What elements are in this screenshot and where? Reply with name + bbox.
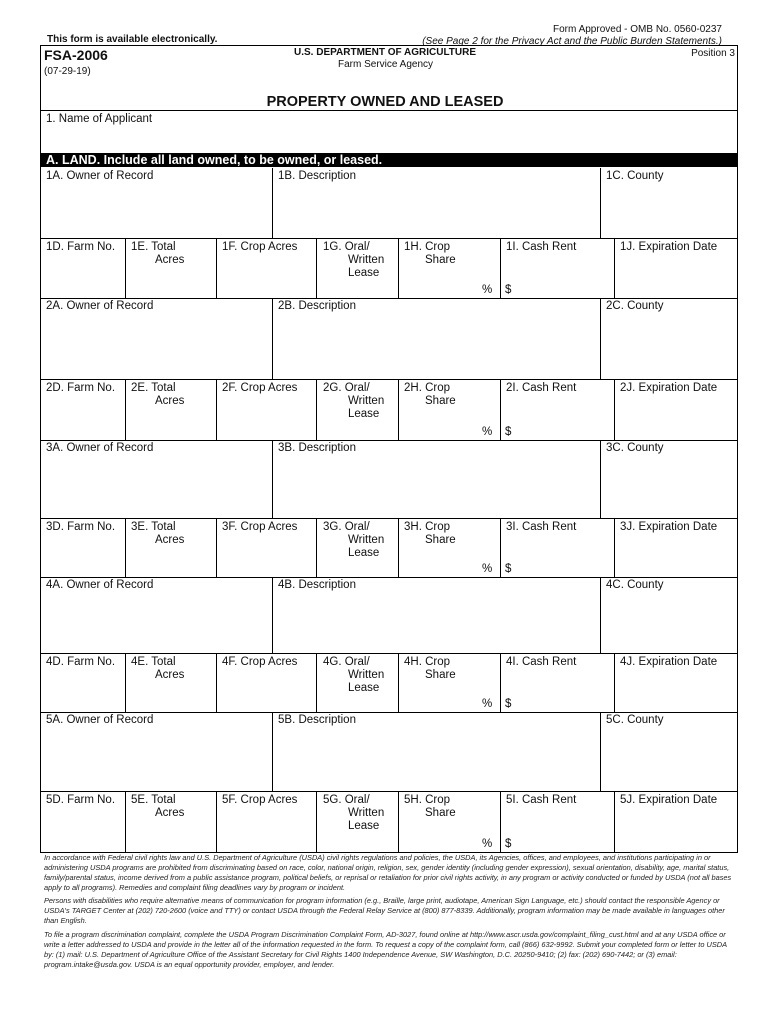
farm-no-label: 3D. Farm No. <box>46 521 116 533</box>
row-rule <box>40 577 738 578</box>
expiration-date-label: 4J. Expiration Date <box>620 656 718 668</box>
crop-acres-label: 4F. Crop Acres <box>222 656 298 668</box>
availability-note: This form is available electronically. <box>47 34 218 45</box>
description-label: 3B. Description <box>278 442 356 454</box>
description-label: 2B. Description <box>278 300 356 312</box>
crop-share-label-line2: Share <box>425 669 456 681</box>
crop-acres-label: 5F. Crop Acres <box>222 794 298 806</box>
complaint-statement: To file a program discrimination complaint, complete the USDA Program Discrimination Complaint Form, AD-3027, found online at http://www.ascr.usda.gov/complaint_filing_cust.html and at any USDA office or write a letter addressed to USDA and provide in the letter all of the information requested in the form. To request a copy of the complaint form, call (866) 632-9992. Submit your completed form or letter to USDA by: (1) mail: U.S. Department of Agriculture Office of the Assistant Secretary for Civil Rights 1400 Independence Avenue, SW Washington, D.C. 20250-9410; (2) fax: (202) 690-7442; or (3) email: program.intake@usda.gov. USDA is an equal opportunity provider, employer, and lender. <box>44 930 727 969</box>
crop-share-label: 3H. Crop <box>404 521 451 533</box>
farm-no-label: 4D. Farm No. <box>46 656 116 668</box>
cash-rent-label: 3I. Cash Rent <box>506 521 577 533</box>
column-divider <box>398 791 399 852</box>
percent-sign: % <box>482 838 493 850</box>
total-acres-label-line2: Acres <box>155 395 185 407</box>
column-divider <box>614 791 615 852</box>
owner-of-record-label: 3A. Owner of Record <box>46 442 154 454</box>
oral-written-lease-label-line2: Written <box>348 807 385 819</box>
expiration-date-input[interactable] <box>618 399 734 438</box>
column-divider <box>500 653 501 712</box>
oral-written-lease-label: 3G. Oral/ <box>323 521 370 533</box>
column-divider <box>216 518 217 577</box>
cash-rent-label: 1I. Cash Rent <box>506 241 577 253</box>
expiration-date-input[interactable] <box>618 811 734 850</box>
row-rule <box>40 653 738 654</box>
oral-written-lease-label-line3: Lease <box>348 820 380 832</box>
crop-acres-input[interactable] <box>220 811 314 850</box>
oral-written-lease-label: 1G. Oral/ <box>323 241 370 253</box>
dollar-sign: $ <box>505 284 512 296</box>
crop-acres-label: 3F. Crop Acres <box>222 521 298 533</box>
header-rule <box>40 45 738 46</box>
farm-no-input[interactable] <box>44 673 123 710</box>
dollar-sign: $ <box>505 426 512 438</box>
applicant-label: 1. Name of Applicant <box>46 113 153 125</box>
oral-written-lease-label: 4G. Oral/ <box>323 656 370 668</box>
privacy-note: (See Page 2 for the Privacy Act and the Public Burden Statements.) <box>422 36 722 47</box>
owner-of-record-input[interactable] <box>44 314 270 377</box>
column-divider <box>216 238 217 298</box>
column-divider <box>500 238 501 298</box>
farm-no-input[interactable] <box>44 811 123 850</box>
column-divider <box>125 518 126 577</box>
column-divider <box>272 712 273 791</box>
crop-acres-label: 2F. Crop Acres <box>222 382 298 394</box>
expiration-date-label: 1J. Expiration Date <box>620 241 718 253</box>
column-divider <box>316 379 317 440</box>
oral-written-lease-label-line2: Written <box>348 395 385 407</box>
expiration-date-input[interactable] <box>618 258 734 296</box>
description-input[interactable] <box>276 184 598 236</box>
column-divider <box>316 653 317 712</box>
department: U.S. DEPARTMENT OF AGRICULTURE <box>294 47 477 58</box>
description-input[interactable] <box>276 456 598 516</box>
section-a-header: A. LAND. Include all land owned, to be owned, or leased. <box>40 153 738 167</box>
total-acres-input[interactable] <box>129 270 214 296</box>
oral-written-lease-input[interactable] <box>320 423 396 438</box>
expiration-date-label: 5J. Expiration Date <box>620 794 718 806</box>
crop-share-label-line2: Share <box>425 807 456 819</box>
total-acres-input[interactable] <box>129 411 214 438</box>
farm-no-label: 2D. Farm No. <box>46 382 116 394</box>
column-divider <box>500 518 501 577</box>
county-label: 1C. County <box>606 170 664 182</box>
total-acres-label: 5E. Total <box>131 794 176 806</box>
column-divider <box>398 518 399 577</box>
dollar-sign: $ <box>505 563 512 575</box>
column-divider <box>600 712 601 791</box>
description-label: 4B. Description <box>278 579 356 591</box>
title-rule <box>40 110 738 111</box>
county-input[interactable] <box>604 314 734 377</box>
owner-of-record-input[interactable] <box>44 728 270 789</box>
crop-share-label: 4H. Crop <box>404 656 451 668</box>
crop-acres-input[interactable] <box>220 258 314 296</box>
expiration-date-input[interactable] <box>618 538 734 575</box>
owner-of-record-input[interactable] <box>44 184 270 236</box>
column-divider <box>600 577 601 653</box>
oral-written-lease-label-line3: Lease <box>348 267 380 279</box>
total-acres-label: 3E. Total <box>131 521 176 533</box>
owner-of-record-label: 4A. Owner of Record <box>46 579 154 591</box>
column-divider <box>600 440 601 518</box>
cash-rent-label: 2I. Cash Rent <box>506 382 577 394</box>
percent-sign: % <box>482 284 493 296</box>
oral-written-lease-label-line2: Written <box>348 534 385 546</box>
oral-written-lease-input[interactable] <box>320 282 396 296</box>
county-input[interactable] <box>604 593 734 651</box>
column-divider <box>614 518 615 577</box>
crop-acres-input[interactable] <box>220 538 314 575</box>
total-acres-label-line2: Acres <box>155 807 185 819</box>
row-rule <box>40 518 738 519</box>
crop-share-label-line2: Share <box>425 534 456 546</box>
total-acres-label-line2: Acres <box>155 669 185 681</box>
total-acres-input[interactable] <box>129 685 214 710</box>
crop-share-label-line2: Share <box>425 395 456 407</box>
county-label: 3C. County <box>606 442 664 454</box>
crop-share-input[interactable] <box>402 550 478 575</box>
column-divider <box>216 791 217 852</box>
dollar-sign: $ <box>505 698 512 710</box>
column-divider <box>272 577 273 653</box>
cash-rent-input[interactable] <box>518 811 612 850</box>
total-acres-label-line2: Acres <box>155 534 185 546</box>
column-divider <box>125 653 126 712</box>
column-divider <box>316 791 317 852</box>
owner-of-record-label: 1A. Owner of Record <box>46 170 154 182</box>
oral-written-lease-label-line2: Written <box>348 254 385 266</box>
column-divider <box>398 653 399 712</box>
farm-no-label: 5D. Farm No. <box>46 794 116 806</box>
civil-rights-statement: In accordance with Federal civil rights law and U.S. Department of Agriculture (USDA) civil rights regulations and policies, the USDA, its Agencies, offices, and employees, and institutions participating in or administering USDA programs are prohibited from discriminating based on race, color, national origin, religion, sex, gender identity (including gender expression), sexual orientation, disability, age, marital status, family/parental status, income derived from a public assistance program, political beliefs, or reprisal or retaliation for prior civil rights activity, in any program or activity conducted or funded by USDA (not all bases apply to all programs). Remedies and complaint filing deadlines vary by program or incident. <box>44 853 732 892</box>
column-divider <box>500 379 501 440</box>
description-label: 5B. Description <box>278 714 356 726</box>
total-acres-label: 2E. Total <box>131 382 176 394</box>
county-input[interactable] <box>604 728 734 789</box>
cash-rent-label: 4I. Cash Rent <box>506 656 577 668</box>
owner-of-record-input[interactable] <box>44 456 270 516</box>
crop-acres-input[interactable] <box>220 673 314 710</box>
county-label: 5C. County <box>606 714 664 726</box>
applicant-input[interactable] <box>46 128 726 150</box>
form-id: FSA-2006 <box>44 47 108 63</box>
row-rule <box>40 238 738 239</box>
column-divider <box>272 440 273 518</box>
column-divider <box>316 518 317 577</box>
column-divider <box>216 653 217 712</box>
county-label: 2C. County <box>606 300 664 312</box>
column-divider <box>125 791 126 852</box>
column-divider <box>272 298 273 379</box>
column-divider <box>614 238 615 298</box>
county-input[interactable] <box>604 456 734 516</box>
farm-no-label: 1D. Farm No. <box>46 241 116 253</box>
row-rule <box>40 379 738 380</box>
column-divider <box>216 379 217 440</box>
crop-share-input[interactable] <box>402 685 478 710</box>
oral-written-lease-label-line3: Lease <box>348 408 380 420</box>
column-divider <box>316 238 317 298</box>
crop-acres-input[interactable] <box>220 399 314 438</box>
owner-of-record-label: 2A. Owner of Record <box>46 300 154 312</box>
column-divider <box>125 238 126 298</box>
expiration-date-input[interactable] <box>618 673 734 710</box>
expiration-date-label: 2J. Expiration Date <box>620 382 718 394</box>
position-label: Position 3 <box>691 48 735 59</box>
cash-rent-input[interactable] <box>518 673 612 710</box>
total-acres-label-line2: Acres <box>155 254 185 266</box>
total-acres-label: 1E. Total <box>131 241 176 253</box>
total-acres-input[interactable] <box>129 823 214 850</box>
cash-rent-input[interactable] <box>518 538 612 575</box>
crop-share-label: 5H. Crop <box>404 794 451 806</box>
farm-no-input[interactable] <box>44 258 123 296</box>
row-rule <box>40 298 738 299</box>
description-input[interactable] <box>276 593 598 651</box>
cash-rent-input[interactable] <box>518 258 612 296</box>
description-label: 1B. Description <box>278 170 356 182</box>
crop-share-label: 1H. Crop <box>404 241 451 253</box>
farm-no-input[interactable] <box>44 538 123 575</box>
oral-written-lease-input[interactable] <box>320 835 396 850</box>
percent-sign: % <box>482 563 493 575</box>
farm-no-input[interactable] <box>44 399 123 438</box>
crop-share-label: 2H. Crop <box>404 382 451 394</box>
crop-share-input[interactable] <box>402 823 478 850</box>
crop-share-label-line2: Share <box>425 254 456 266</box>
column-divider <box>600 168 601 238</box>
column-divider <box>600 298 601 379</box>
oral-written-lease-input[interactable] <box>320 562 396 575</box>
total-acres-input[interactable] <box>129 550 214 575</box>
description-input[interactable] <box>276 728 598 789</box>
agency: Farm Service Agency <box>338 59 434 70</box>
cash-rent-label: 5I. Cash Rent <box>506 794 577 806</box>
row-rule <box>40 791 738 792</box>
percent-sign: % <box>482 698 493 710</box>
dollar-sign: $ <box>505 838 512 850</box>
column-divider <box>125 379 126 440</box>
disability-statement: Persons with disabilities who require alternative means of communication for program information (e.g., Braille, large print, audiotape, American Sign Language, etc.) should contact the responsible Agency or USDA's TARGET Center at (202) 720-2600 (voice and TTY) or contact USDA through the Federal Relay Service at (800) 877-8339. Additionally, program information may be made available in languages other than English. <box>44 896 725 925</box>
crop-share-input[interactable] <box>402 270 478 296</box>
oral-written-lease-label-line2: Written <box>348 669 385 681</box>
oral-written-lease-label-line3: Lease <box>348 682 380 694</box>
percent-sign: % <box>482 426 493 438</box>
form-title: PROPERTY OWNED AND LEASED <box>266 94 504 110</box>
column-divider <box>398 379 399 440</box>
form-date: (07-29-19) <box>44 66 91 77</box>
column-divider <box>614 379 615 440</box>
description-input[interactable] <box>276 314 598 377</box>
oral-written-lease-label-line3: Lease <box>348 547 380 559</box>
cash-rent-input[interactable] <box>518 399 612 438</box>
owner-of-record-input[interactable] <box>44 593 270 651</box>
oral-written-lease-input[interactable] <box>320 697 396 710</box>
total-acres-label: 4E. Total <box>131 656 176 668</box>
owner-of-record-label: 5A. Owner of Record <box>46 714 154 726</box>
column-divider <box>398 238 399 298</box>
oral-written-lease-label: 5G. Oral/ <box>323 794 370 806</box>
county-input[interactable] <box>604 184 734 236</box>
row-rule <box>40 440 738 441</box>
oral-written-lease-label: 2G. Oral/ <box>323 382 370 394</box>
column-divider <box>500 791 501 852</box>
expiration-date-label: 3J. Expiration Date <box>620 521 718 533</box>
column-divider <box>614 653 615 712</box>
crop-share-input[interactable] <box>402 411 478 438</box>
county-label: 4C. County <box>606 579 664 591</box>
column-divider <box>272 168 273 238</box>
crop-acres-label: 1F. Crop Acres <box>222 241 298 253</box>
row-rule <box>40 712 738 713</box>
omb-number: Form Approved - OMB No. 0560-0237 <box>553 24 722 35</box>
